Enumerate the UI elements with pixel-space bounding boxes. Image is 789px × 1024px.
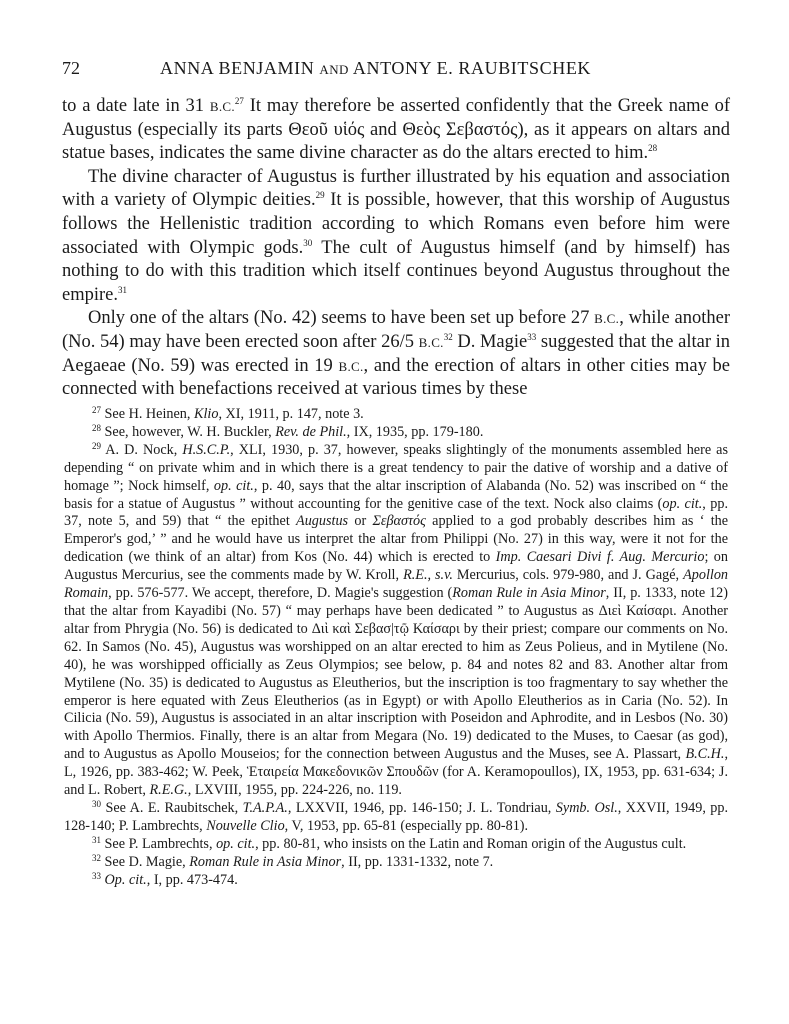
note-ref: 33 (527, 331, 537, 342)
note-ref: 32 (443, 331, 453, 342)
paragraph-1: to a date late in 31 B.C.$^{27}$ It may therefore be asserted confidently that the Greek name of Augustus (especially its parts Θεοῦ υἱός and Θεὸς Σεβαστός), as it appears on altars and statue bases, indicates the same divine character as do the altars erected to him.$^{28}$ (62, 96, 731, 164)
bc-abbrev: B.C. (338, 358, 364, 374)
note-ref: 27 (234, 96, 244, 106)
running-title (160, 58, 591, 79)
main-text (62, 95, 730, 402)
page-number: 72 (62, 58, 80, 78)
footnote-30: $^{30}$ See A. E. Raubitschek, T.A.P.A., LXXVII, 1946, pp. 146-150; J. L. Tondriau, Symb. Osl., XXVII, 1949, pp. 128-140; P. Lambrechts, Nouvelle Clio, V, 1953, pp. 65-81 (especially pp. 80-81). (64, 798, 729, 834)
paragraph-2: The divine character of Augustus is further illustrated by his equation and association with a variety of Olympic deities.$^{29}$ It is possible, however, that this worship of Augustus follows the Hellenistic tradition according to which Romans even before him were associated with Olympic gods.$^{30}$ The cult of Augustus himself (and by himself) has nothing to do with this tradition which itself continues beyond Augustus throughout the empire.$^{31}$ (62, 166, 730, 305)
author-1: ANNA BENJAMIN (160, 58, 315, 78)
footnote-28: $^{28}$ See, however, W. H. Buckler, Rev. de Phil., IX, 1935, pp. 179-180. (92, 422, 484, 440)
and-word: AND (319, 62, 349, 77)
footnote-33: $^{33}$ Op. cit., I, pp. 473-474. (92, 870, 238, 888)
note-ref: 29 (315, 190, 325, 201)
greek-text: Διεὶ Καίσαρι (598, 602, 674, 619)
bc-abbrev: B.C. (209, 99, 235, 114)
greek-text: Διὶ καὶ Σεβασ|τῷ Καίσαρι (311, 620, 460, 637)
running-header (62, 58, 732, 82)
footnotes (64, 406, 728, 889)
note-ref: 30 (303, 237, 313, 248)
paragraph-3: Only one of the altars (No. 42) seems to have been set up before 27 B.C., while another (No. 54) may have been erected soon after 26/5 B.C.$^{32}$ D. Magie$^{33}$ suggested that the altar in Aegaeae (No. 59) was erected in 19 B.C., and the erection of altars in other cities may be connected with benefactions received at various times by these (62, 308, 731, 400)
footnote-27: $^{27}$ See H. Heinen, Klio, XI, 1911, p. 147, note 3. (92, 405, 364, 422)
footnote-31: $^{31}$ See P. Lambrechts, op. cit., pp. 80-81, who insists on the Latin and Roman origin of the Augustus cult. (92, 834, 687, 852)
bc-abbrev: B.C. (594, 311, 620, 327)
greek-text: Θεὸς Σεβαστός (402, 119, 518, 140)
note-ref: 28 (648, 143, 658, 154)
bc-abbrev: B.C. (418, 334, 444, 350)
greek-text: Θεοῦ υἱός (288, 119, 365, 140)
note-ref: 31 (118, 284, 127, 295)
footnote-29: $^{29}$ A. D. Nock, H.S.C.P., XLI, 1930, p. 37, however, speaks slightingly of the monuments assembled here as depending “ on private whim and in which there is a great tendency to pair the dative of worship and a dative of homage ”; Nock himself, op. cit., p. 40, says that the altar inscription of Alabanda (No. 52) was inscribed on “ the basis for a statue of Augustus ” without accounting for the genitive case of the text. Nock also claims (op. cit., pp. 37, note 5, and 59) that “ the epithet Augustus or Σεβαστός applied to a god probably describes him as ‘ the Emperor's god,’ ” and he would have us interpret the altar from Philippi (No. 27) in this way, were it not for the dedication (we think of an altar) from Kos (No. 44) which is erected to Imp. Caesari Divi f. Aug. Mercurio; on Augustus Mercurius, see the comments made by W. Kroll, R.E., s.v. Mercurius, cols. 979-980, and J. Gagé, Apollon Romain, pp. 576-577. We accept, therefore, D. Magie's suggestion (Roman Rule in Asia Minor, II, p. 1333, note 12) that the altar from Kayadibi (No. 57) “ may perhaps have been dedicated ” to Augustus as Διεὶ Καίσαρι. Another altar from Phrygia (No. 56) is dedicated to Διὶ καὶ Σεβασ|τῷ Καίσαρι by their priest; compare our comments on No. 62. In Samos (No. 45), Augustus was worshipped on an altar erected to him as Zeus Polieus, and in Mytilene (No. 40), he was worshipped officially as Zeus Olympios; see below, p. 84 and notes 82 and 83. Another altar from Mytilene (No. 35) is dedicated to Augustus as Eleutherios, but the inscription is too fragmentary to say whether the emperor is here equated with Zeus Eleutherios (as in Egypt) or with Apollo Eleutherios as in Caria (No. 52). In Cilicia (No. 59), Augustus is associated in an altar inscription with Poseidon and Aphrodite, and in Lesbos (No. 30) with Apollo Thermios. Finally, there is an altar from Megara (No. 19) dedicated to the Muses, to Caesar (as god), and to Augustus as Apollo Mouseios; for the connection between Augustus and the Muses, see A. Plassart, B.C.H., L, 1926, pp. 383-462; W. Peek, Ἑταιρεία Μακεδονικῶν Σπουδῶν (for A. Keramopoullos), IX, 1953, pp. 631-634; J. and L. Robert, R.E.G., LXVIII, 1955, pp. 224-226, no. 119. (64, 440, 729, 799)
author-2: ANTONY E. RAUBITSCHEK (352, 58, 592, 78)
greek-text: Σεβαστός (372, 513, 426, 530)
footnote-32: $^{32}$ See D. Magie, Roman Rule in Asia Minor, II, pp. 1331-1332, note 7. (92, 852, 494, 870)
greek-text: Ἑταιρεία Μακεδονικῶν Σπουδῶν (246, 764, 439, 781)
